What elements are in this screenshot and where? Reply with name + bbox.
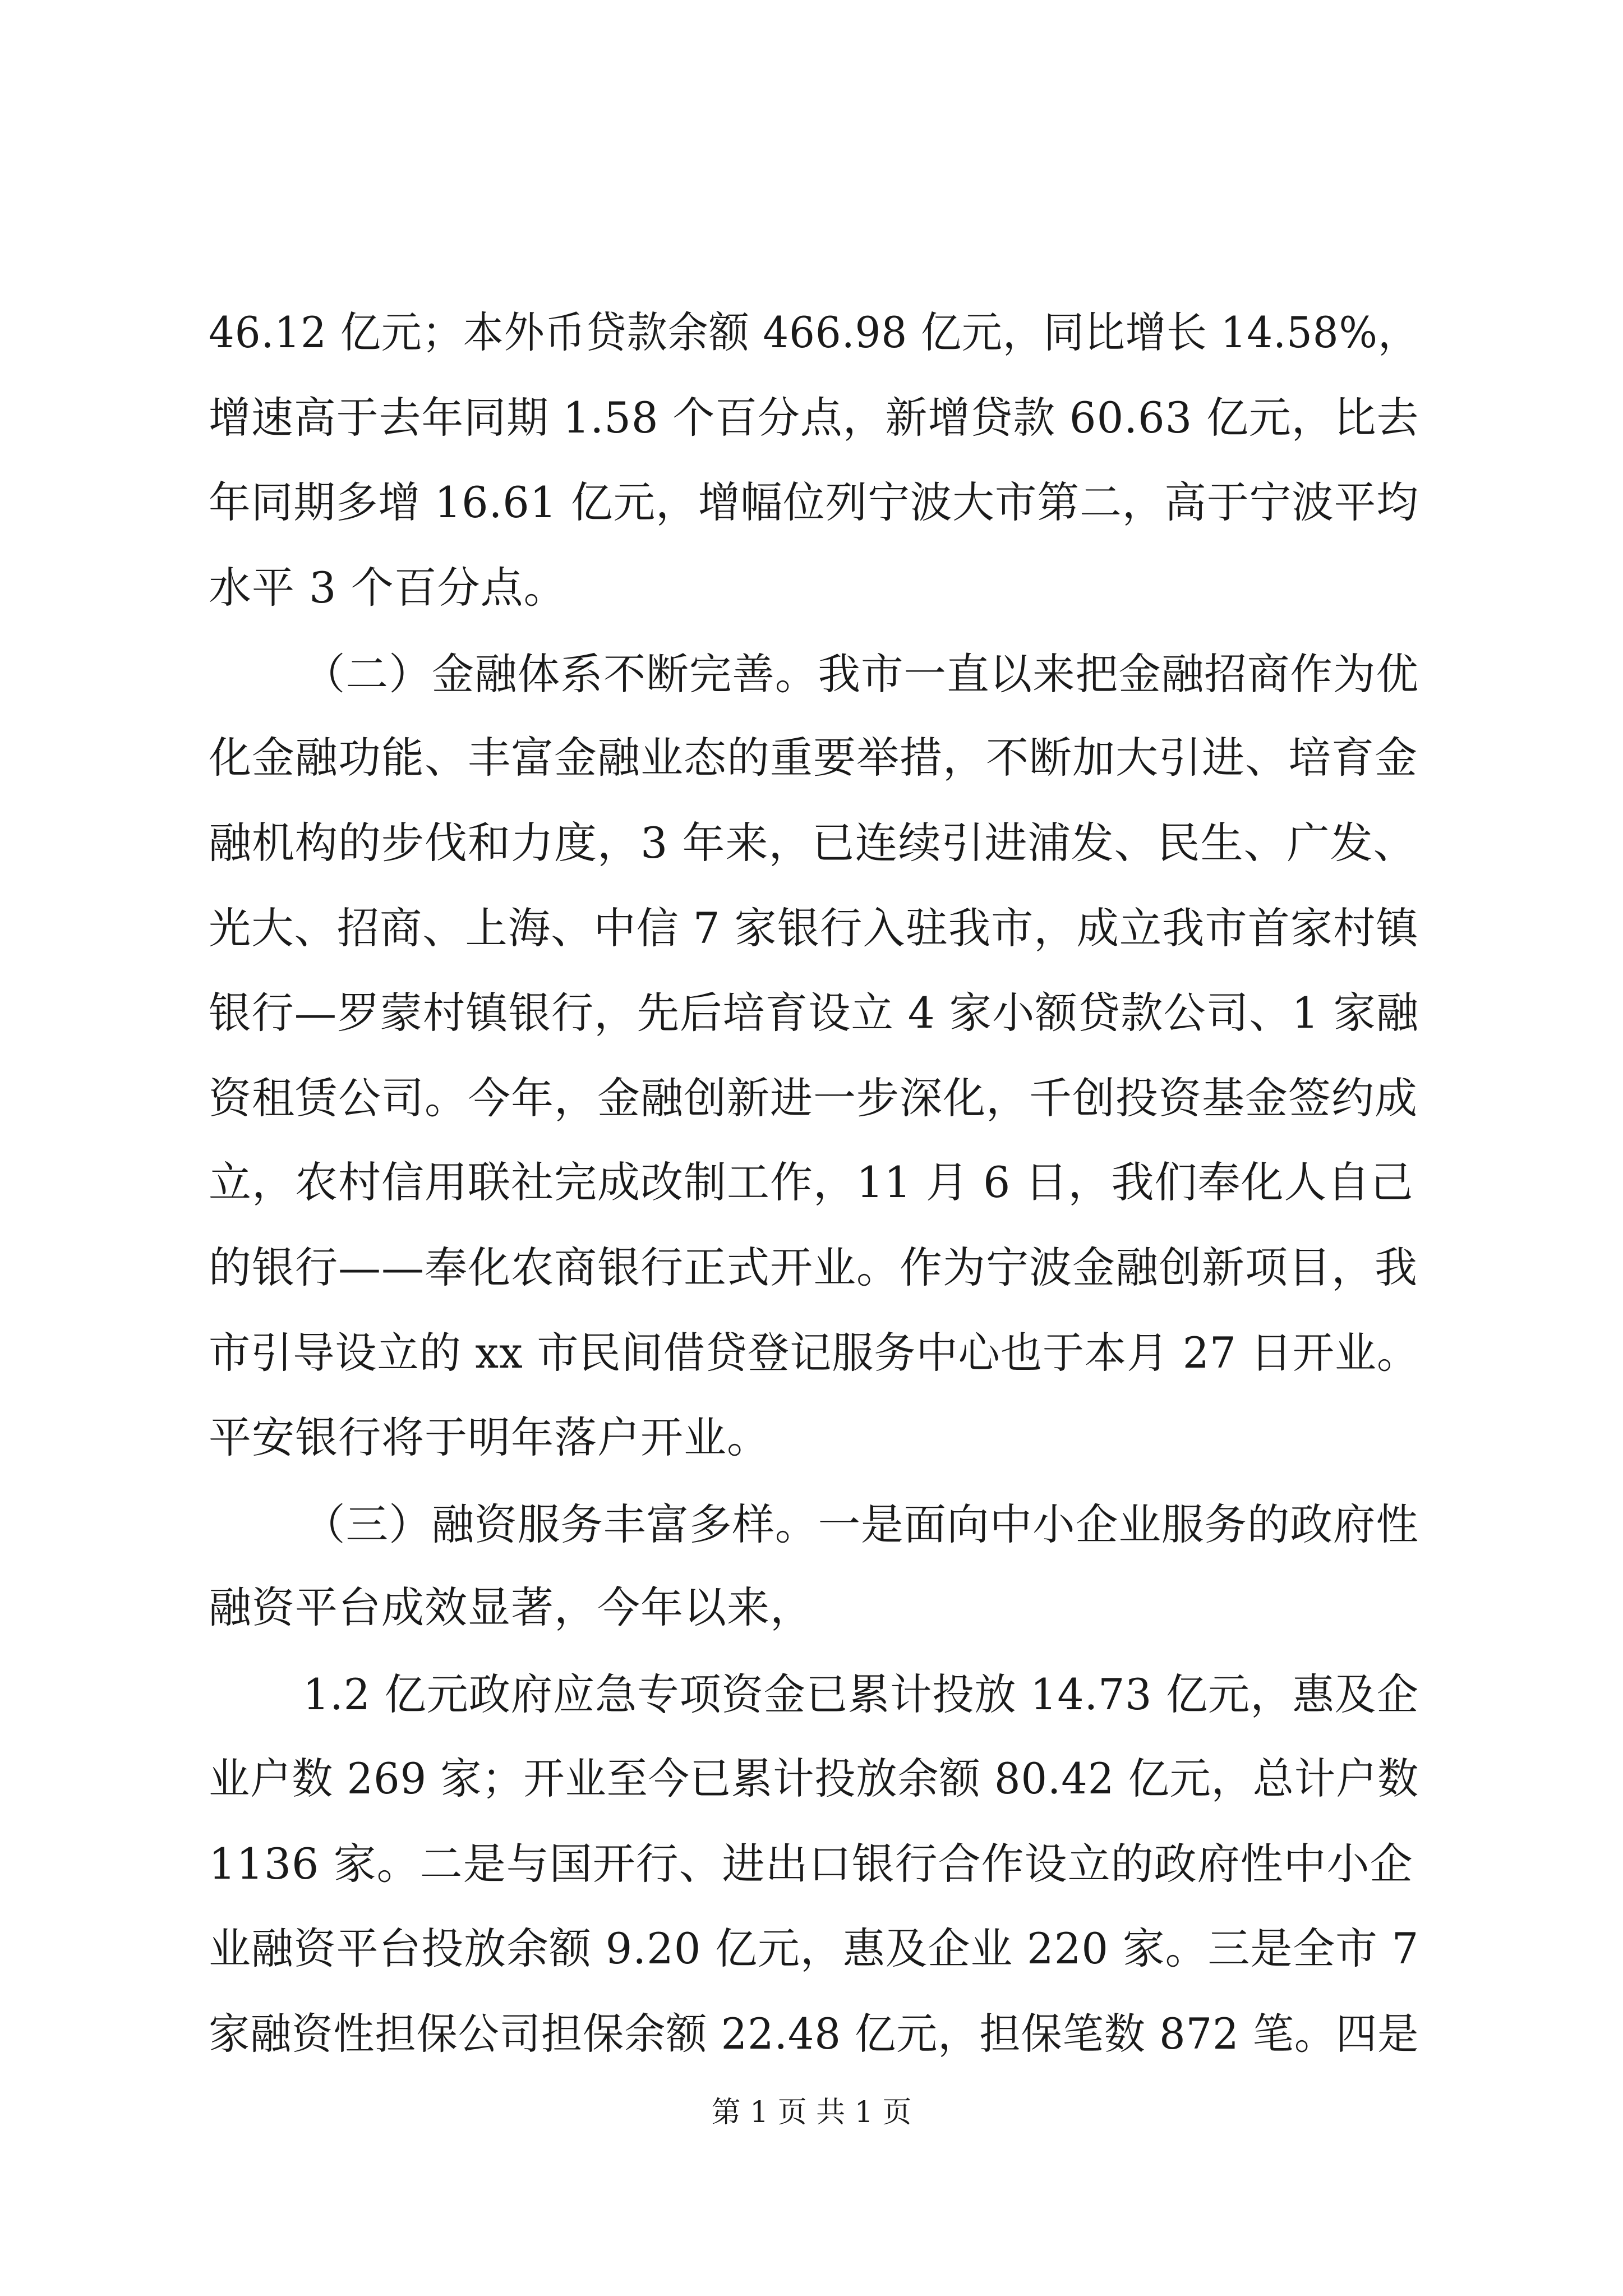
body-text-line: 立，农村信用联社完成改制工作，11 月 6 日，我们奉化人自己 bbox=[209, 1157, 1414, 1207]
body-text-line: 业户数 269 家；开业至今已累计投放余额 80.42 亿元，总计户数 bbox=[209, 1754, 1419, 1803]
body-text-line: 资租赁公司。今年，金融创新进一步深化，千创投资基金签约成 bbox=[209, 1073, 1418, 1123]
body-text-line: 1.2 亿元政府应急专项资金已累计投放 14.73 亿元，惠及企 bbox=[303, 1669, 1419, 1719]
section-heading-line: （三）融资服务丰富多样。一是面向中小企业服务的政府性 bbox=[303, 1499, 1419, 1549]
body-text-line: 融机构的步伐和力度，3 年来，已连续引进浦发、民生、广发、 bbox=[209, 818, 1417, 868]
body-text-line: 家融资性担保公司担保余额 22.48 亿元，担保笔数 872 笔。四是 bbox=[209, 2009, 1419, 2059]
body-text-line: 增速高于去年同期 1.58 个百分点，新增贷款 60.63 亿元，比去 bbox=[209, 393, 1419, 443]
body-text-line: 46.12 亿元；本外币贷款余额 466.98 亿元，同比增长 14.58%， bbox=[209, 307, 1419, 357]
body-text-line: 平安银行将于明年落户开业。 bbox=[209, 1412, 770, 1462]
body-text-line: 年同期多增 16.61 亿元，增幅位列宁波大市第二，高于宁波平均 bbox=[209, 477, 1419, 527]
body-text-line: 的银行——奉化农商银行正式开业。作为宁波金融创新项目，我 bbox=[209, 1243, 1418, 1292]
page-footer: 第 1 页 共 1 页 bbox=[711, 2096, 912, 2129]
body-text-line: 光大、招商、上海、中信 7 家银行入驻我市，成立我市首家村镇 bbox=[209, 903, 1419, 953]
body-text-line: 化金融功能、丰富金融业态的重要举措，不断加大引进、培育金 bbox=[209, 733, 1418, 783]
body-text-line: 融资平台成效显著，今年以来， bbox=[209, 1582, 813, 1632]
body-text-line: 银行—罗蒙村镇银行，先后培育设立 4 家小额贷款公司、1 家融 bbox=[209, 988, 1419, 1038]
body-text-line: 水平 3 个百分点。 bbox=[209, 563, 567, 613]
body-text-line: 1136 家。二是与国开行、进出口银行合作设立的政府性中小企 bbox=[209, 1839, 1413, 1889]
body-text-line: 市引导设立的 xx 市民间借贷登记服务中心也于本月 27 日开业。 bbox=[209, 1328, 1419, 1378]
body-text-line: 业融资平台投放余额 9.20 亿元，惠及企业 220 家。三是全市 7 bbox=[209, 1924, 1419, 1973]
section-heading-line: （二）金融体系不断完善。我市一直以来把金融招商作为优 bbox=[303, 649, 1419, 699]
